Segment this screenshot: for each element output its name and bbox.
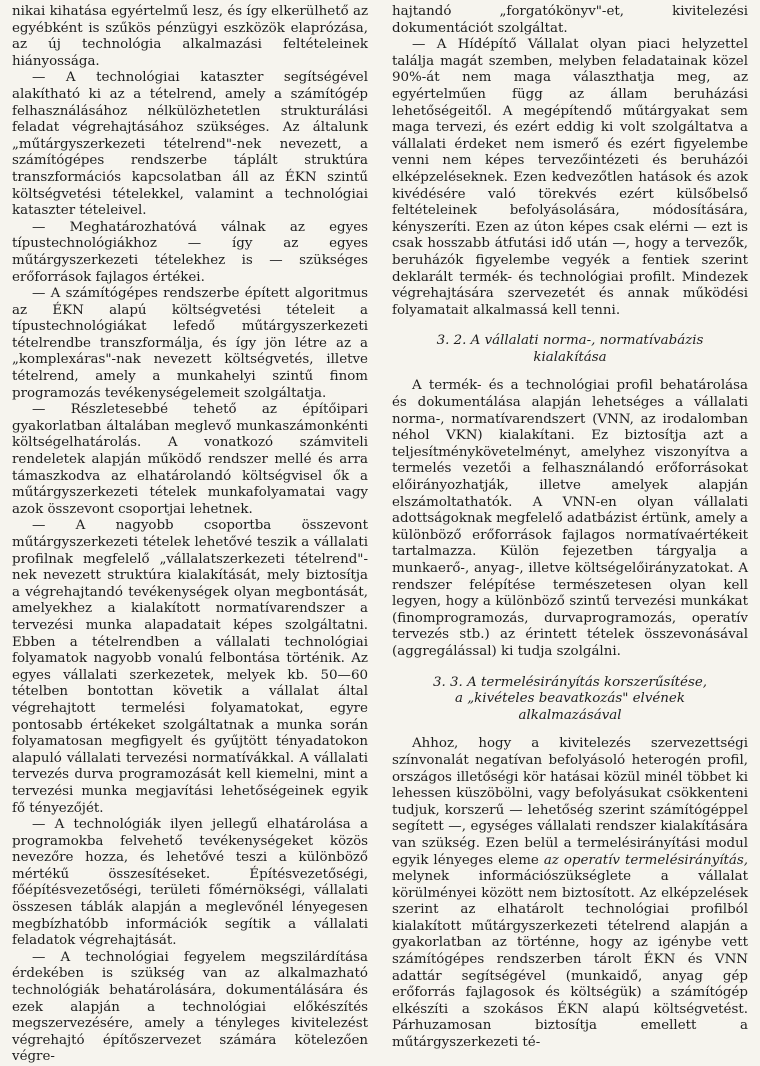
- paragraph: — A technológiai fegyelem megszilárdítása érdekében is szükség van az alkalmazható technológiák behatárolására, dokumentálására és ezek alapján a technológiai előkészítés megszervezésére, amely a tényleges kivitelezést végrehajtó építőszervezet számára kötelezően végre-: [12, 949, 368, 1065]
- paragraph: — A technológiai kataszter segítségével alakítható ki az a tételrend, amely a számítógép felhasználásához nélkülözhetetlen strukturálási feladat végrehajtásához szükséges. Az általunk „műtárgyszerkezeti tételrend"-nek nevezett, a számítógépes rendszerbe táplált struktúra transzformációs kapcsolatban áll az ÉKN szintű költségvetési tételekkel, valamint a technológiai kataszter tételeivel.: [12, 70, 368, 219]
- paragraph: — A technológiák ilyen jellegű elhatárolása a programokba felvehető tevékenységeket közös nevezőre hozza, és lehetővé teszi a különböző mértékű összesítéseket. Építésvezetőségi, főépítésvezetőségi, területi főmérnökségi, vállalati összesen táblák alapján a meglevőnél lényegesen megbízhatóbb információk segítik a vállalati feladatok végrehajtását.: [12, 817, 368, 949]
- section-heading-3-2: [392, 333, 748, 366]
- heading-line: 3. 3. A termelésirányítás korszerűsítése,: [433, 674, 707, 690]
- paragraph: — Részletesebbé tehető az építőipari gyakorlatban általában meglevő munkaszámonkénti költségelhatárolás. A vonatkozó számviteli rendeletek alapján működő rendszer mellé és arra támaszkodva az elhatárolandó költségvisel ők a műtárgyszerkezeti tételek munkafolyamatai vagy azok összevont csoportjai lehetnek.: [12, 402, 368, 517]
- text-run: Ahhoz, hogy a kivitelezés szervezettségi színvonalát negatívan befolyásoló heterogén profil, országos illetőségi kör hatásai közül minél többet ki lehessen küszöbölni, vagy befolyásukat csökkenteni tudjuk, korszerű — lehetőség szerint számítógéppel segített —, egységes vállalati rendszer kialakítására van szükség. Ezen belül a termelésirányítási modul egyik lényeges eleme: [392, 736, 748, 868]
- paragraph: — A Hídépítő Vállalat olyan piaci helyzettel találja magát szemben, melyben feladatainak közel 90%-át nem maga választhatja meg, az egyértelműen függ az állam beruházási lehetőségeitől. A megépítendő műtárgyakat sem maga tervezi, és ezért eddig ki volt szolgáltatva a vállalati érdeket nem ismerő és ezért figyelembe venni nem képes tervezőintézeti és beruházói elképzeléseknek. Ezen kedvezőtlen hatások és azok kivédésére való törekvés ezért külsőbelső feltételeinek befolyásolására, módosítására, kényszeríti. Ezen az úton képes csak elérni — ezt is csak hosszabb átfutási idő után —, hogy a tervezők, beruházók figyelembe vegyék a fentiek szerint deklarált termék- és technológiai profilt. Mindezek végrehajtására szervezetét és annak működési folyamatait alkalmassá kell tenni.: [392, 37, 748, 318]
- paragraph: — A nagyobb csoportba összevont műtárgyszerkezeti tételek lehetővé teszik a vállalati profilnak megfelelő „vállalatszerkezeti tételrend"-nek nevezett struktúra kialakítását, mely biztosítja a végrehajtandó tevékenységek olyan megbontását, amelyekhez a kialakított normatívarendszer a tervezési munka alapadatait képes szolgáltatni. Ebben a tételrendben a vállalati technológiai folyamatok nagyobb vonalú felbontása történik. Az egyes vállalati szerkezetek, melyek kb. 50—60 tételben bontottan követik a vállalat által végrehajtott termelési folyamatokat, egyre pontosabb értékeket szolgáltatnak a munka során folyamatosan megfigyelt és gyűjtött tényadatokon alapuló vállalati tervezési normatívákkal. A vállalati tervezés durva programozását kell kiemelni, mint a tervezési munka megjavítási lehetőségeinek egyik fő tényezőjét.: [12, 518, 368, 816]
- heading-line: alkalmazásával: [518, 707, 622, 723]
- paragraph: A termék- és a technológiai profil behatárolása és dokumentálása alapján lehetséges a vállalati norma-, normatívarendszert (VNN, az irodalomban néhol VKN) kialakítani. Ez biztosítja azt a teljesítménykövetelményt, amelyhez viszonyítva a termelés vezetői a felhasználandó erőforrásokat előirányozhatják, illetve amelyek alapján elszámoltathatók. A VNN-en olyan vállalati adottságoknak megfelelő adatbázist értünk, amely a különböző erőforrások fajlagos normatívaértékeit tartalmazza. Külön fejezetben tárgyalja a munkaerő-, anyag-, illetve költségelőirányzatokat. A rendszer felépítése természetesen olyan kell legyen, hogy a különböző szintű tervezési munkákat (finomprogramozás, durvaprogramozás, operatív tervezés stb.) az érintett tételek összevonásával (aggregálással) ki tudja szolgálni.: [392, 378, 748, 659]
- section-heading-3-3: [392, 675, 748, 725]
- paragraph: — Meghatározhatóvá válnak az egyes típustechnológiákhoz — így az egyes műtárgyszerkezeti tételekhez is — szükséges erőforrások fajlagos értékei.: [12, 219, 368, 285]
- left-column: [12, 4, 368, 1065]
- right-column: [392, 4, 748, 1051]
- heading-line: 3. 2. A vállalati norma-, normatívabázis: [436, 333, 704, 349]
- heading-line: kialakítása: [533, 349, 607, 365]
- paragraph: nikai kihatása egyértelmű lesz, és így elkerülhető az egyébként is szűkös pénzügyi eszközök elaprózása, az új technológia alkalmazási feltételeinek hiányossága.: [12, 4, 368, 69]
- paragraph: [392, 736, 748, 1051]
- text-run: melynek információszükséglete a vállalat körülményei között nem biztosított. Az elképzelések szerint az elhatárolt technológiai profilból kialakított műtárgyszerkezeti tételrend alapján a gyakorlatban az történne, hogy az igénybe vett számítógépes rendszerben tárolt ÉKN és VNN adattár segítségével (munkaidő, anyag gép erőforrás fajlagosok és költségük) a számítógép elkészíti a szokásos ÉKN alapú költségvetést. Párhuzamosan biztosítja emellett a műtárgyszerkezeti té-: [392, 869, 748, 1051]
- paragraph: — A számítógépes rendszerbe épített algoritmus az ÉKN alapú költségvetési tételeit a típustechnológiákat lefedő műtárgyszerkezeti tételrendbe transzformálja, és így jön létre az a „komplexáras"-nak nevezett költségvetés, illetve tételrend, amely a munkahelyi szintű finom programozás tevékenységelemeit szolgáltatja.: [12, 286, 368, 401]
- paragraph: hajtandó „forgatókönyv"-et, kivitelezési dokumentációt szolgáltat.: [392, 4, 748, 36]
- emphasized-text: az operatív termelésirányítás,: [543, 852, 748, 868]
- heading-line: a „kivételes beavatkozás" elvének: [455, 691, 685, 707]
